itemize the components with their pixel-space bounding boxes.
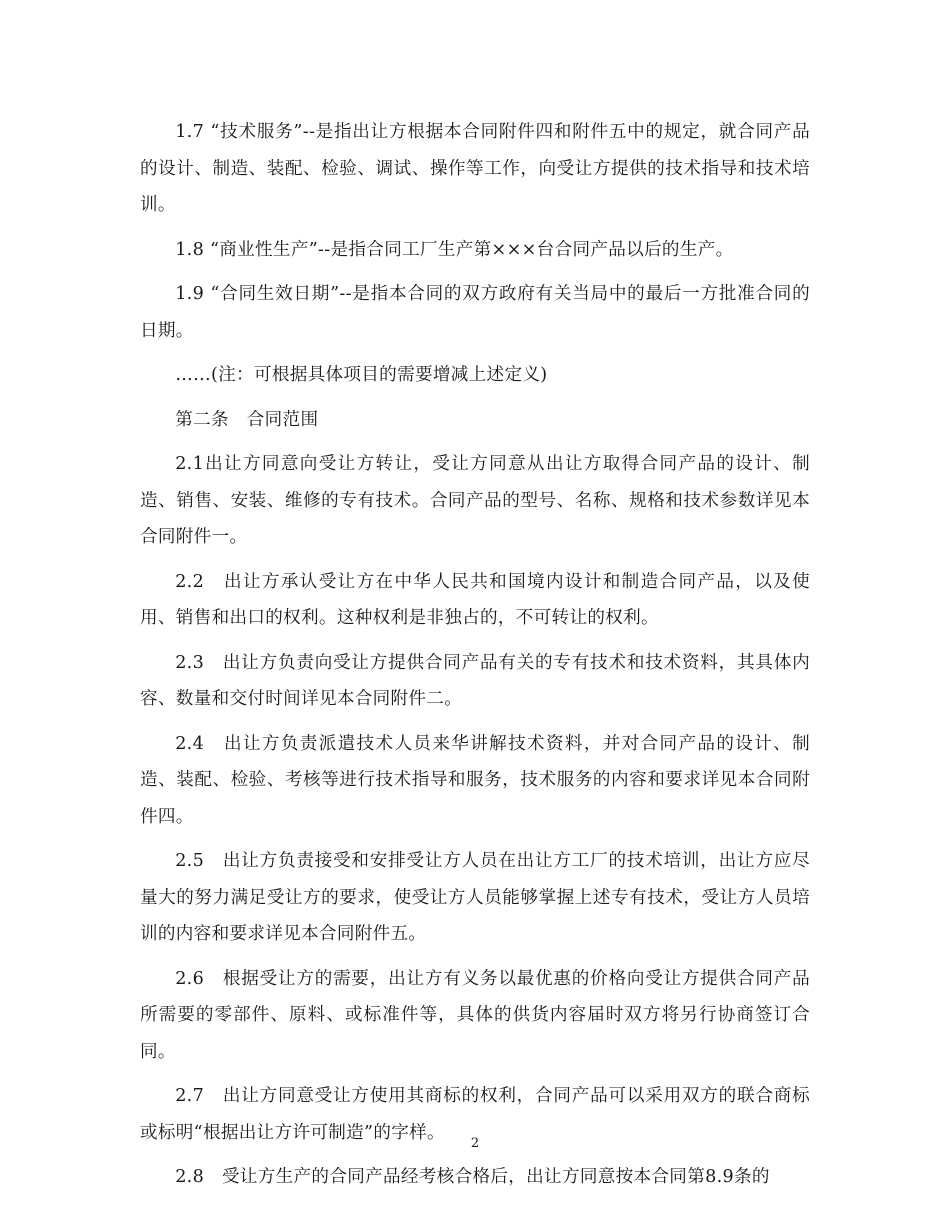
paragraph-2-2: 2.2 出让方承认受让方在中华人民共和国境内设计和制造合同产品，以及使用、销售和出口的权利。这种权利是非独占的，不可转让的权利。 xyxy=(140,571,810,628)
paragraph-2-5: 2.5 出让方负责接受和安排受让方人员在出让方工厂的技术培训，出让方应尽量大的努力满足受让方的要求，使受让方人员能够掌握上述专有技术，受让方人员培训的内容和要求详见本合同附件五。 xyxy=(140,851,810,944)
note-paragraph: ……(注：可根据具体项目的需要增减上述定义) xyxy=(175,365,548,385)
paragraph-1-8: 1.8 “商业性生产”--是指合同工厂生产第×××台合同产品以后的生产。 xyxy=(175,239,734,260)
paragraph-2-3: 2.3 出让方负责向受让方提供合同产品有关的专有技术和技术资料，其具体内容、数量和交付时间详见本合同附件二。 xyxy=(140,652,810,709)
paragraph-2-1: 2.1出让方同意向受让方转让，受让方同意从出让方取得合同产品的设计、制造、销售、安装、维修的专有技术。合同产品的型号、名称、规格和技术参数详见本合同附件一。 xyxy=(140,454,810,547)
paragraph-2-4: 2.4 出让方负责派遣技术人员来华讲解技术资料，并对合同产品的设计、制造、装配、检验、考核等进行技术指导和服务，技术服务的内容和要求详见本合同附件四。 xyxy=(140,733,810,827)
article-2-heading: 第二条 合同范围 xyxy=(175,409,319,430)
document-body xyxy=(140,114,810,1204)
page-number: 2 xyxy=(470,1136,480,1151)
paragraph-1-7: 1.7 “技术服务”--是指出让方根据本合同附件四和附件五中的规定，就合同产品的设计、制造、装配、检验、调试、操作等工作，向受让方提供的技术指导和技术培训。 xyxy=(140,122,810,215)
paragraph-2-7: 2.7 出让方同意受让方使用其商标的权利，合同产品可以采用双方的联合商标或标明“根据出让方许可制造”的字样。 xyxy=(140,1086,810,1143)
paragraph-1-9: 1.9 “合同生效日期”--是指本合同的双方政府有关当局中的最后一方批准合同的日期。 xyxy=(140,284,810,341)
paragraph-2-6: 2.6 根据受让方的需要，出让方有义务以最优惠的价格向受让方提供合同产品所需要的零部件、原料、或标准件等，具体的供货内容届时双方将另行协商签订合同。 xyxy=(140,968,810,1062)
paragraph-2-8: 2.8 受让方生产的合同产品经考核合格后，出让方同意按本合同第8.9条的 xyxy=(175,1167,770,1187)
